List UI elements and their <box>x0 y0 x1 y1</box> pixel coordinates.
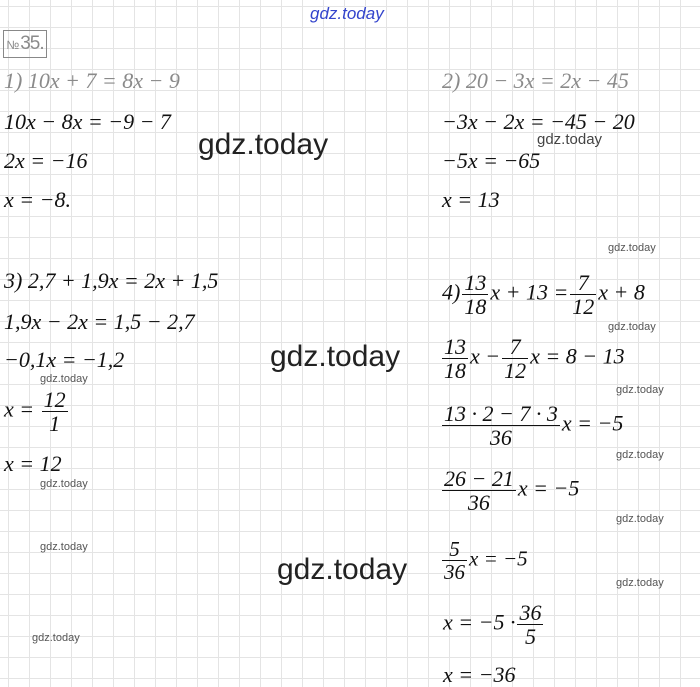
fraction-numerator: 13 · 2 − 7 · 3 <box>444 401 558 426</box>
watermark-small: gdz.today <box>32 632 80 644</box>
problem-3-fraction-step <box>4 388 70 435</box>
fraction-13-18 <box>442 335 468 382</box>
equation-end: x = −5 <box>561 410 624 436</box>
fraction-36-5 <box>517 601 543 648</box>
problem-number-badge <box>3 30 47 58</box>
problem-3-answer: x = 12 <box>4 451 62 476</box>
fraction-26-21-over-36 <box>442 467 516 514</box>
equation-middle: x − <box>470 343 501 369</box>
problem-4-answer: x = −36 <box>443 662 516 687</box>
watermark-small: gdz.today <box>40 373 88 385</box>
watermark-large: gdz.today <box>277 553 408 586</box>
fraction-denominator: 36 <box>489 425 512 451</box>
fraction-numerator: 13 <box>444 334 466 359</box>
equation-lhs: x = −5 · <box>443 609 516 635</box>
problem-4-step-4 <box>440 538 528 583</box>
watermark-small: gdz.today <box>616 449 664 461</box>
equation-end: x = 8 − 13 <box>530 343 625 369</box>
problem-1-step-1: 10x − 8x = −9 − 7 <box>4 109 171 134</box>
fraction-numerator: 26 − 21 <box>444 466 514 491</box>
watermark-large: gdz.today <box>270 340 401 373</box>
fraction-denominator: 12 <box>504 358 527 384</box>
watermark-small: gdz.today <box>616 384 664 396</box>
watermark-small: gdz.today <box>40 541 88 553</box>
fraction-5-36 <box>442 538 467 583</box>
watermark-small: gdz.today <box>616 577 664 589</box>
fraction-numerator: 12 <box>43 387 66 412</box>
problem-4-step-2 <box>440 402 623 449</box>
fraction-denominator: 36 <box>444 560 465 585</box>
problem-4-statement <box>442 271 645 318</box>
fraction-denominator: 18 <box>464 294 487 320</box>
problem-2-step-2: −5x = −65 <box>442 148 541 173</box>
problem-3-step-2: −0,1x = −1,2 <box>4 347 125 372</box>
fraction-13-18 <box>462 271 488 318</box>
problem-3-statement: 3) 2,7 + 1,9x = 2x + 1,5 <box>4 268 219 293</box>
equation-middle: x + 13 = <box>490 279 569 305</box>
watermark-small: gdz.today <box>40 478 88 490</box>
equation-end: x = −5 <box>517 475 580 501</box>
problem-2-answer: x = 13 <box>442 187 500 212</box>
watermark-small: gdz.today <box>608 242 656 254</box>
problem-4-step-3 <box>440 467 579 514</box>
fraction-step-lhs: x = <box>4 396 35 422</box>
fraction-denominator: 36 <box>467 490 490 516</box>
problem-4-step-1 <box>440 335 625 382</box>
fraction-numerator: 5 <box>442 538 467 561</box>
problem-1-step-2: 2x = −16 <box>4 148 88 173</box>
problem-1-answer: x = −8. <box>4 187 71 212</box>
equation-end: x + 8 <box>598 279 645 305</box>
problem-4-step-5 <box>443 601 545 648</box>
problem-3-step-1: 1,9x − 2x = 1,5 − 2,7 <box>4 309 195 334</box>
problem-2-statement: 2) 20 − 3x = 2x − 45 <box>442 68 629 93</box>
problem-2-step-1: −3x − 2x = −45 − 20 <box>442 109 635 134</box>
problem-1-statement: 1) 10x + 7 = 8x − 9 <box>4 68 180 93</box>
problem-number: 35. <box>20 33 44 54</box>
fraction-7-12 <box>570 271 596 318</box>
equation-end: x = −5 <box>469 546 528 571</box>
number-sign: № <box>6 38 20 52</box>
watermark-small: gdz.today <box>616 513 664 525</box>
fraction-combined <box>442 402 560 449</box>
fraction-12-over-1 <box>42 388 68 435</box>
fraction-denominator: 5 <box>524 624 536 650</box>
fraction-numerator: 7 <box>570 271 596 295</box>
site-watermark-top: gdz.today <box>310 4 384 23</box>
watermark-large: gdz.today <box>198 128 329 161</box>
fraction-numerator: 7 <box>502 335 528 359</box>
fraction-numerator: 36 <box>519 600 542 625</box>
fraction-denominator: 12 <box>572 294 595 320</box>
fraction-numerator: 13 <box>464 270 487 295</box>
watermark-small: gdz.today <box>608 321 656 333</box>
fraction-denominator: 18 <box>444 358 466 384</box>
fraction-denominator: 1 <box>49 411 61 437</box>
fraction-7-12 <box>502 335 528 382</box>
watermark-medium: gdz.today <box>537 131 603 148</box>
problem-4-label: 4) <box>442 279 461 305</box>
